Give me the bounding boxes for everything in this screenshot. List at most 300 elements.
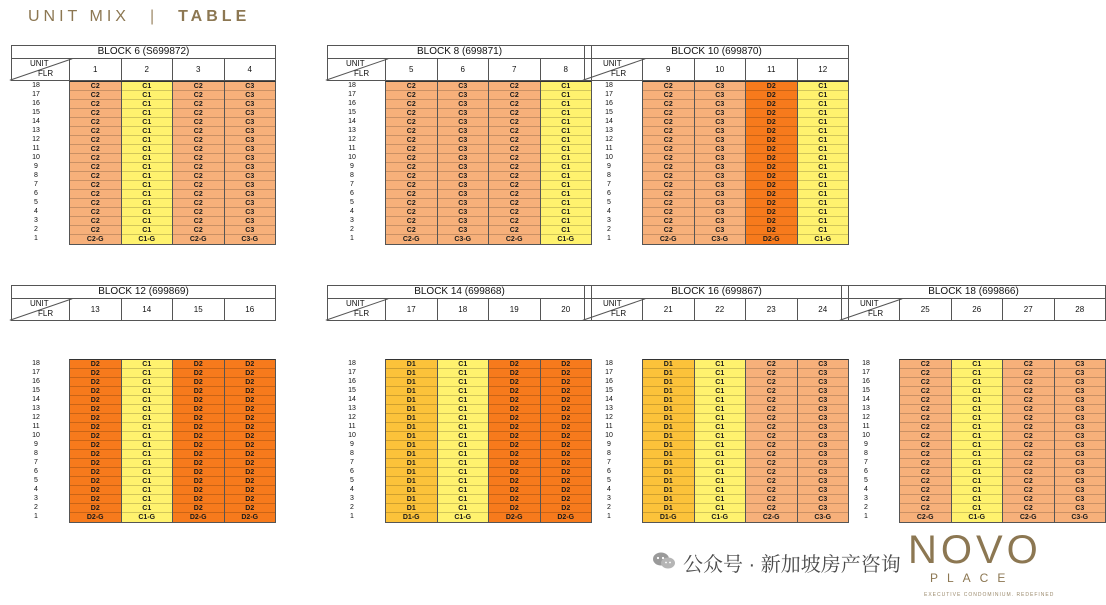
unit-number: 7: [488, 59, 540, 80]
unit-type-cell: C2: [489, 118, 540, 127]
unit-type-cell: C3: [438, 154, 489, 163]
unit-type-cell: D2: [541, 360, 592, 369]
unit-type-cell: C2: [746, 396, 797, 405]
floor-number: 10: [32, 432, 40, 439]
unit-number: 9: [666, 65, 671, 74]
unit-type-cell: C2: [489, 100, 540, 109]
floor-number: 3: [34, 495, 38, 502]
header-table: TABLE: [178, 8, 251, 25]
unit-type-cell: C1: [122, 217, 173, 226]
floor-number: 3: [350, 495, 354, 502]
unit-type-cell: C2: [70, 145, 121, 154]
floor-column: [11, 81, 69, 245]
unit-type-cell: C2: [1003, 477, 1054, 486]
unit-type-cell: C1: [541, 208, 592, 217]
unit-column: [745, 82, 797, 244]
unit-type-cell: C3: [438, 172, 489, 181]
floor-number: 14: [32, 396, 40, 403]
unit-column: [643, 360, 694, 522]
unit-type-cell: C1: [695, 504, 746, 513]
unit-type-cell: D2: [746, 154, 797, 163]
unit-type-cell: C2: [173, 82, 224, 91]
unit-type-cell: C1: [541, 217, 592, 226]
unit-type-cell: C2: [900, 477, 951, 486]
unit-type-cell: C1: [695, 396, 746, 405]
floor-number: 13: [605, 405, 613, 412]
unit-type-cell: D2: [746, 91, 797, 100]
unit-type-cell: C2: [746, 423, 797, 432]
unit-label: UNIT: [30, 59, 49, 68]
unit-type-cell: C2: [386, 145, 437, 154]
unit-type-cell: C1: [122, 369, 173, 378]
block-title: BLOCK 14 (699868): [328, 286, 591, 299]
floor-number: 13: [32, 405, 40, 412]
unit-type-cell: C1: [122, 378, 173, 387]
unit-type-cell: D2: [489, 468, 540, 477]
unit-column: [437, 82, 489, 244]
unit-type-cell: C3: [798, 369, 849, 378]
unit-type-cell: D1: [643, 468, 694, 477]
unit-type-cell: C1: [695, 441, 746, 450]
floor-number: 9: [864, 441, 868, 448]
unit-type-cell: C2-G: [86, 236, 104, 243]
unit-type-cell: C3: [1055, 396, 1106, 405]
floor-column: [584, 359, 642, 523]
floor-number: 16: [862, 378, 870, 385]
unit-number: 2: [121, 59, 173, 80]
floor-number: 12: [32, 136, 40, 143]
unit-type-cell: C2: [70, 208, 121, 217]
unit-type-cell: C2: [900, 423, 951, 432]
unit-type-cell: C3: [798, 495, 849, 504]
unit-type-cell: C1: [122, 208, 173, 217]
unit-type-cell: C3: [225, 82, 276, 91]
unit-type-cell: C3-G: [1071, 514, 1089, 521]
unit-type-cell: C3: [225, 154, 276, 163]
floor-number: 2: [607, 226, 611, 233]
unit-column: [121, 82, 173, 244]
unit-type-cell: C1: [122, 468, 173, 477]
unit-type-cell: C3: [798, 450, 849, 459]
unit-type-cell: D2: [541, 432, 592, 441]
unit-type-cell: D2: [541, 441, 592, 450]
unit-type-cell: C3: [438, 199, 489, 208]
unit-type-cell: C2: [643, 190, 694, 199]
unit-type-cell: C1: [541, 154, 592, 163]
unit-type-cell: C2: [746, 405, 797, 414]
unit-type-cell: C3: [438, 217, 489, 226]
unit-type-cell: C2: [386, 208, 437, 217]
floor-number: 17: [862, 369, 870, 376]
unit-type-cell: C1: [541, 82, 592, 91]
unit-type-cell: C1: [798, 136, 849, 145]
unit-type-cell: C2: [173, 172, 224, 181]
unit-type-cell: C2: [173, 145, 224, 154]
unit-floor-corner-label: [842, 299, 900, 320]
unit-type-cell: C2: [70, 163, 121, 172]
unit-type-cell: D1: [386, 450, 437, 459]
unit-type-cell: C2: [386, 136, 437, 145]
unit-type-cell: C1: [438, 423, 489, 432]
unit-type-cell: C3: [438, 127, 489, 136]
unit-type-cell: C1: [952, 486, 1003, 495]
unit-type-cell: D2: [173, 396, 224, 405]
floor-number: 9: [34, 441, 38, 448]
unit-type-cell: C2: [70, 199, 121, 208]
floor-number: 4: [864, 486, 868, 493]
unit-type-cell: C2: [643, 226, 694, 235]
unit-type-cell: C3: [798, 477, 849, 486]
unit-type-cell: C2: [70, 127, 121, 136]
unit-type-cell: C2: [173, 199, 224, 208]
unit-type-cell: D2: [541, 495, 592, 504]
floor-number: 16: [348, 378, 356, 385]
unit-type-cell: C1: [695, 468, 746, 477]
unit-type-cell: D2: [746, 163, 797, 172]
unit-type-cell: C2: [70, 172, 121, 181]
floor-number: 6: [607, 468, 611, 475]
unit-type-cell: C1: [122, 450, 173, 459]
unit-type-cell: C1: [952, 360, 1003, 369]
unit-type-cell: C2: [70, 190, 121, 199]
unit-type-cell: C1: [122, 181, 173, 190]
watermark-text: 公众号 · 新加坡房产咨询: [683, 554, 901, 576]
unit-type-cell: C3-G: [454, 236, 472, 243]
unit-type-cell: D1: [643, 495, 694, 504]
unit-type-cell: D2: [173, 504, 224, 513]
floor-number: 11: [605, 423, 613, 430]
floor-number: 6: [350, 190, 354, 197]
unit-type-cell: C1: [122, 190, 173, 199]
unit-number: 14: [121, 299, 173, 320]
unit-type-cell: C1: [541, 136, 592, 145]
floor-number: 7: [607, 181, 611, 188]
floor-column: [327, 359, 385, 523]
unit-type-cell: C2: [70, 217, 121, 226]
unit-type-cell: C1: [952, 396, 1003, 405]
unit-type-cell: C3: [1055, 423, 1106, 432]
unit-type-cell: C1: [122, 136, 173, 145]
unit-type-cell: C3: [798, 387, 849, 396]
unit-type-cell: C2: [746, 477, 797, 486]
unit-type-cell: C2: [70, 91, 121, 100]
floor-number: 3: [607, 495, 611, 502]
unit-type-cell: C3: [225, 118, 276, 127]
unit-type-cell: C1: [952, 468, 1003, 477]
unit-type-cell: D2: [70, 432, 121, 441]
unit-type-cell: C1: [695, 486, 746, 495]
floor-number: 1: [350, 235, 354, 242]
unit-type-cell: C2: [1003, 486, 1054, 495]
unit-type-cell: D2: [489, 477, 540, 486]
unit-type-cell: C1: [122, 154, 173, 163]
unit-type-cell: D2: [746, 118, 797, 127]
unit-type-cell: C3: [1055, 477, 1106, 486]
unit-type-cell: D2: [746, 100, 797, 109]
floor-number: 10: [605, 432, 613, 439]
unit-type-cell: C2: [1003, 441, 1054, 450]
unit-type-cell: C1: [541, 127, 592, 136]
floor-number: 11: [32, 145, 40, 152]
unit-type-grid: [327, 81, 592, 245]
unit-type-cell: C3: [225, 217, 276, 226]
unit-type-cell: D2: [489, 432, 540, 441]
unit-type-cell: C1: [952, 378, 1003, 387]
unit-floor-corner-label: [12, 59, 70, 80]
unit-type-cell: C1: [695, 405, 746, 414]
floor-number: 7: [34, 181, 38, 188]
floor-number: 14: [348, 396, 356, 403]
floor-number: 11: [348, 423, 356, 430]
unit-type-cell: C3-G: [814, 514, 832, 521]
floor-number: 1: [864, 513, 868, 520]
unit-type-cell: D2: [173, 441, 224, 450]
unit-type-cell: C1: [122, 441, 173, 450]
unit-type-cell: C2: [746, 450, 797, 459]
unit-type-cell: C2: [643, 208, 694, 217]
floor-number: 1: [34, 235, 38, 242]
floor-number: 8: [34, 450, 38, 457]
unit-number: 11: [745, 59, 797, 80]
block-title: BLOCK 12 (699869): [12, 286, 275, 299]
unit-type-cell: D2: [70, 459, 121, 468]
unit-number: 19: [488, 299, 540, 320]
unit-floor-corner-label: [328, 59, 386, 80]
unit-type-cell: D2: [70, 450, 121, 459]
unit-type-cell: C1: [541, 118, 592, 127]
unit-type-cell: C1: [695, 360, 746, 369]
floor-label: FLR: [611, 69, 627, 78]
unit-type-cell: D1: [386, 378, 437, 387]
unit-type-cell: D2: [70, 360, 121, 369]
block-header: [11, 45, 276, 81]
unit-type-cell: C2: [386, 91, 437, 100]
unit-type-cell: C3: [225, 226, 276, 235]
floor-number: 3: [607, 217, 611, 224]
unit-type-cell: C2: [386, 199, 437, 208]
unit-type-grid: [841, 359, 1106, 523]
unit-type-cell: C1: [695, 423, 746, 432]
unit-type-cell: D2: [489, 495, 540, 504]
unit-type-cell: C2: [900, 486, 951, 495]
unit-type-cell: D1: [643, 369, 694, 378]
unit-type-cell: C1: [798, 100, 849, 109]
unit-number: 24: [797, 299, 849, 320]
unit-number: 26: [951, 299, 1003, 320]
unit-type-cell: C3: [225, 163, 276, 172]
unit-type-cell: D1: [643, 378, 694, 387]
unit-type-cell: C3: [695, 226, 746, 235]
floor-column: [11, 359, 69, 523]
unit-type-cell: C3: [1055, 378, 1106, 387]
unit-type-cell: C2: [386, 109, 437, 118]
unit-type-cell: C2-G: [189, 236, 207, 243]
floor-number: 2: [350, 226, 354, 233]
unit-type-cell: C2: [489, 181, 540, 190]
block-table: [584, 45, 849, 245]
floor-number: 13: [605, 127, 613, 134]
unit-type-cell: C2: [173, 91, 224, 100]
floor-number: 14: [862, 396, 870, 403]
header-unit-mix: UNIT MIX: [28, 8, 130, 25]
unit-type-cell: D2: [70, 486, 121, 495]
floor-number: 5: [34, 477, 38, 484]
unit-type-cell: D2: [225, 504, 276, 513]
unit-type-cell: C1: [541, 100, 592, 109]
unit-type-cell: C2: [746, 360, 797, 369]
unit-type-cell: C3: [1055, 504, 1106, 513]
unit-type-cell: D1: [643, 405, 694, 414]
unit-type-cell: C3: [695, 100, 746, 109]
unit-type-cell: C2: [746, 441, 797, 450]
unit-type-cell: C1: [438, 387, 489, 396]
floor-number: 14: [605, 118, 613, 125]
unit-number: 4: [224, 59, 276, 80]
floor-number: 3: [864, 495, 868, 502]
unit-type-cell: C1: [122, 432, 173, 441]
floor-number: 18: [348, 360, 356, 367]
unit-type-cell: D2: [746, 199, 797, 208]
unit-type-cell: D2-G: [189, 514, 207, 521]
unit-type-cell: D1: [386, 360, 437, 369]
unit-type-cell: C1: [438, 504, 489, 513]
unit-type-cell: D1: [386, 468, 437, 477]
unit-type-cell: D2: [489, 450, 540, 459]
unit-type-cell: C2-G: [762, 514, 780, 521]
unit-type-cell: C1: [798, 118, 849, 127]
unit-type-cell: C1: [798, 154, 849, 163]
unit-type-cell: D1: [386, 477, 437, 486]
unit-type-cell: D2: [489, 396, 540, 405]
floor-number: 17: [605, 91, 613, 98]
unit-number: 10: [694, 59, 746, 80]
unit-type-cell: C2: [70, 226, 121, 235]
floor-number: 5: [350, 477, 354, 484]
unit-type-cell: D1: [643, 459, 694, 468]
unit-column: [386, 82, 437, 244]
unit-type-cell: D1: [386, 369, 437, 378]
unit-type-grid: [11, 359, 276, 523]
unit-number-row: [12, 299, 275, 320]
unit-type-cell: C3: [438, 208, 489, 217]
floor-number: 2: [350, 504, 354, 511]
unit-type-cell: D2: [225, 495, 276, 504]
unit-type-cell: C1-G: [711, 514, 729, 521]
unit-type-cell: D2: [489, 504, 540, 513]
unit-number: 12: [797, 59, 849, 80]
unit-type-cell: C2: [1003, 387, 1054, 396]
unit-type-cell: C2: [386, 181, 437, 190]
unit-number: 21: [663, 305, 673, 314]
unit-type-cell: C1: [122, 145, 173, 154]
unit-type-cell: C1: [798, 82, 849, 91]
block-title: BLOCK 10 (699870): [585, 46, 848, 59]
floor-number: 16: [32, 378, 40, 385]
unit-type-cell: C2: [1003, 495, 1054, 504]
floor-number: 15: [605, 387, 613, 394]
floor-number: 18: [605, 82, 613, 89]
floor-number: 10: [32, 154, 40, 161]
unit-type-cell: C2: [489, 217, 540, 226]
unit-type-cell: C2: [489, 82, 540, 91]
unit-type-cell: C1: [438, 495, 489, 504]
unit-type-cell: D1: [386, 405, 437, 414]
unit-type-cell: C3: [798, 459, 849, 468]
unit-type-cell: C2-G: [402, 236, 420, 243]
unit-type-cell: C2: [643, 181, 694, 190]
unit-type-cell: D2: [489, 405, 540, 414]
unit-type-cell: D2: [70, 477, 121, 486]
unit-type-cell: C1: [122, 396, 173, 405]
floor-number: 13: [862, 405, 870, 412]
unit-column: [643, 82, 694, 244]
unit-type-cell: C3: [438, 109, 489, 118]
unit-type-cell: D2: [746, 208, 797, 217]
unit-type-cell: C1: [952, 495, 1003, 504]
unit-type-cell: C3: [225, 199, 276, 208]
unit-type-cell: D2: [541, 504, 592, 513]
floor-number: 7: [864, 459, 868, 466]
unit-type-cell: C1: [798, 172, 849, 181]
unit-type-cell: C2: [900, 441, 951, 450]
floor-number: 12: [605, 414, 613, 421]
unit-type-cell: D1: [386, 414, 437, 423]
unit-number-row: [585, 299, 848, 320]
unit-number: 28: [1054, 299, 1106, 320]
floor-number: 9: [350, 441, 354, 448]
unit-label: UNIT: [603, 299, 622, 308]
unit-type-cell: D2: [225, 450, 276, 459]
unit-type-cell: C1: [798, 199, 849, 208]
floor-number: 4: [34, 486, 38, 493]
unit-type-cell: C3: [695, 82, 746, 91]
block-table: [11, 45, 276, 245]
unit-type-cell: C2: [900, 414, 951, 423]
unit-type-cell: D2: [225, 468, 276, 477]
unit-column: [172, 360, 224, 522]
floor-number: 7: [350, 181, 354, 188]
unit-type-cell: C1: [541, 172, 592, 181]
block-header: [584, 45, 849, 81]
unit-number: 17: [406, 305, 416, 314]
unit-type-cell: D2: [173, 387, 224, 396]
unit-type-cell: C2: [643, 217, 694, 226]
unit-type-cell: C3: [695, 208, 746, 217]
brand-logo-place: PLACE: [930, 571, 1015, 585]
unit-column: [386, 360, 437, 522]
unit-type-cell: C2: [1003, 450, 1054, 459]
unit-number: 5: [409, 65, 414, 74]
floor-number: 2: [34, 504, 38, 511]
unit-type-cell: C1: [695, 495, 746, 504]
unit-type-cell: D2: [173, 414, 224, 423]
unit-type-cell: D2: [173, 423, 224, 432]
unit-type-cell: D1: [643, 432, 694, 441]
unit-type-cell: C2: [900, 459, 951, 468]
unit-type-cell: C1: [438, 459, 489, 468]
unit-column: [70, 82, 121, 244]
floor-label: FLR: [38, 309, 54, 318]
unit-type-cell: C1: [952, 432, 1003, 441]
unit-type-cell: C2: [386, 190, 437, 199]
unit-type-cell: C2: [643, 136, 694, 145]
unit-number-row: [842, 299, 1105, 320]
floor-column: [841, 359, 899, 523]
unit-number: 16: [224, 299, 276, 320]
unit-column: [1054, 360, 1106, 522]
unit-column: [224, 82, 276, 244]
unit-type-cell: C3: [1055, 432, 1106, 441]
